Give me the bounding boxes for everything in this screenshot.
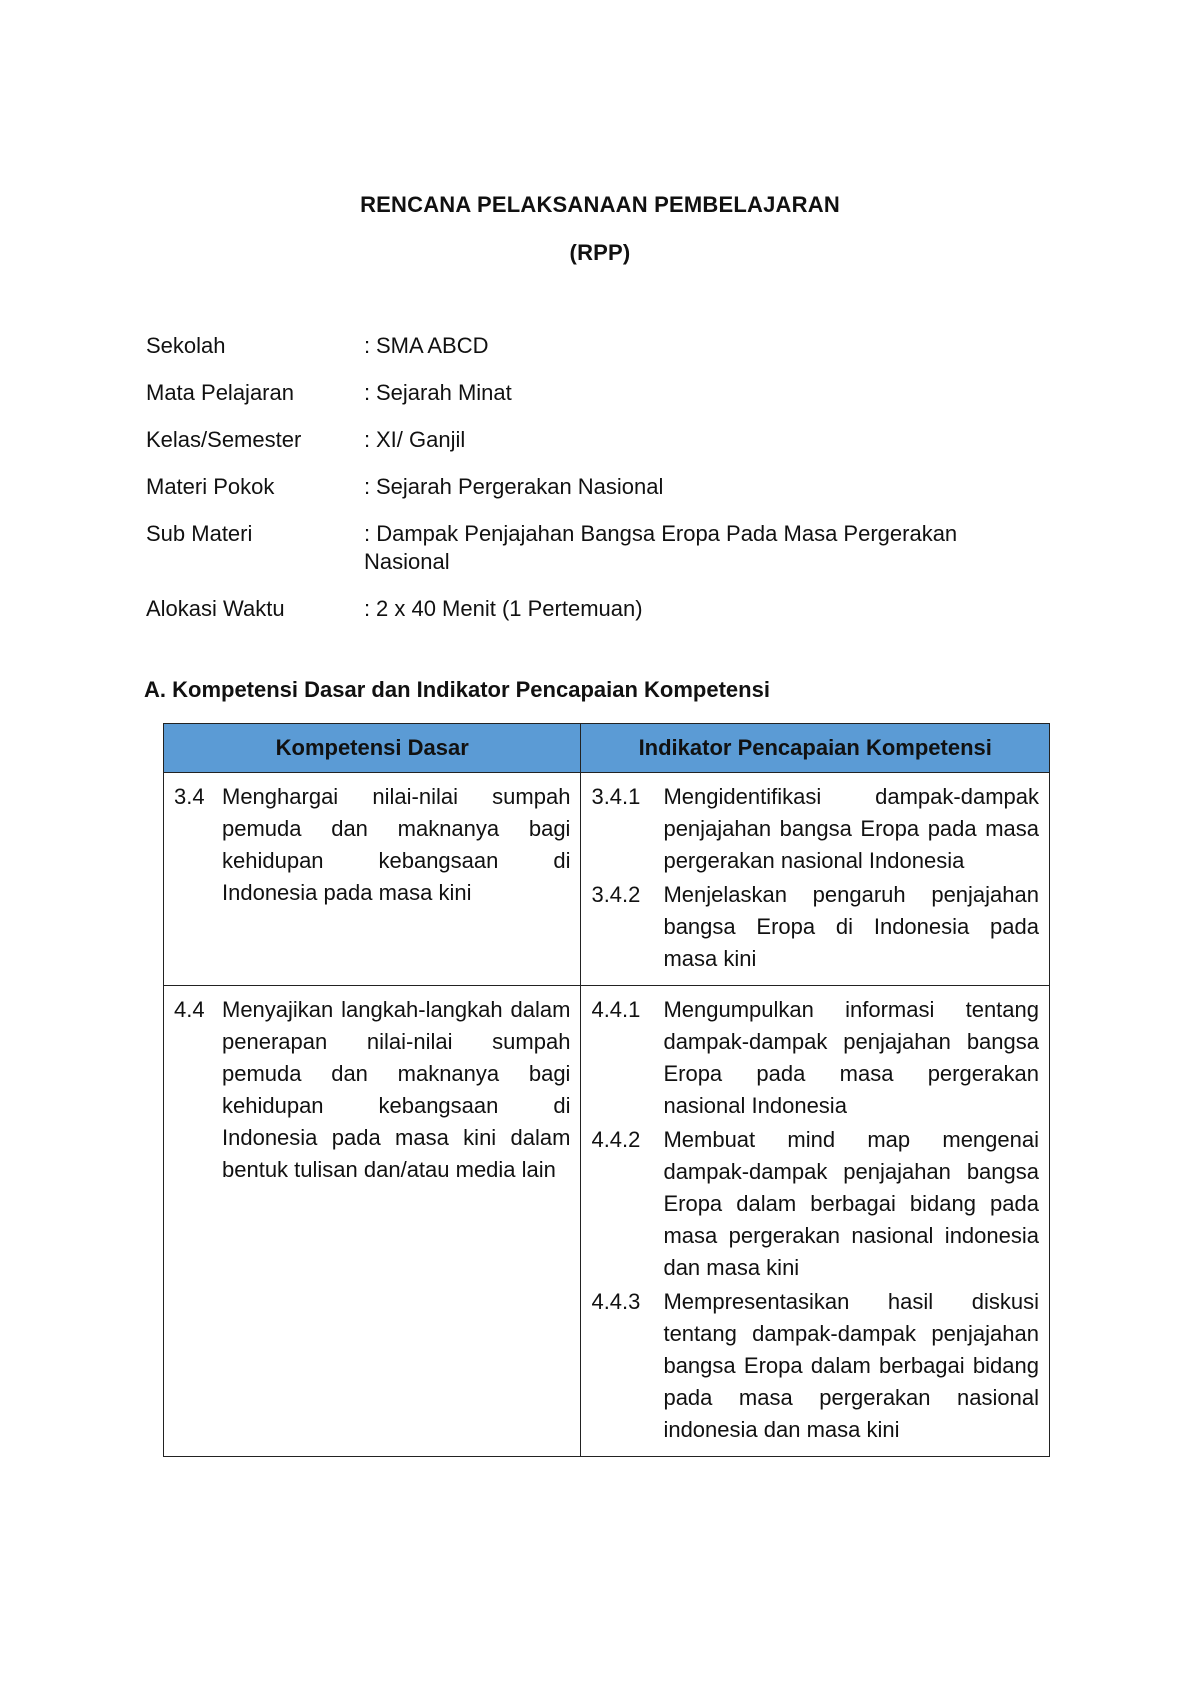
identity-value: SMA ABCD	[376, 333, 489, 358]
indicator-text: Mengumpulkan informasi tentang dampak-dampak penjajahan bangsa Eropa pada masa pergerakan nasional Indonesia	[663, 997, 1039, 1118]
identity-value: Dampak Penjajahan Bangsa Eropa Pada Masa Pergerakan Nasional	[364, 521, 958, 574]
identity-value: XI/ Ganjil	[376, 427, 466, 452]
kd-cell	[164, 773, 581, 986]
identity-label: Alokasi Waktu	[146, 596, 285, 621]
indicator-number: 3.4.1	[591, 784, 641, 809]
identity-block	[146, 332, 1046, 642]
indicator-number: 4.4.1	[591, 997, 641, 1022]
indicator-cell	[581, 986, 1050, 1457]
indicator-item	[591, 1124, 1039, 1284]
indicator-number: 3.4.2	[591, 882, 641, 907]
indicator-number: 4.4.2	[591, 1127, 641, 1152]
indicator-text: Mempresentasikan hasil diskusi tentang dampak-dampak penjajahan bangsa Eropa dalam berbagai bidang pada masa pergerakan nasional indonesia dan masa kini	[663, 1289, 1039, 1442]
table-row	[164, 773, 1050, 986]
kd-item	[174, 781, 570, 909]
indicator-text: Membuat mind map mengenai dampak-dampak penjajahan bangsa Eropa dalam berbagai bidang pada masa pergerakan nasional indonesia dan masa kini	[663, 1127, 1039, 1280]
kd-cell	[164, 986, 581, 1457]
identity-label: Materi Pokok	[146, 474, 275, 499]
document-subtitle: (RPP)	[569, 240, 631, 265]
kd-text: Menghargai nilai-nilai sumpah pemuda dan maknanya bagi kehidupan kebangsaan di Indonesia pada masa kini	[222, 784, 571, 905]
kd-item	[174, 994, 570, 1186]
identity-row-sekolah: Sekolah : SMA ABCD	[146, 333, 489, 358]
competency-table	[163, 723, 1050, 1457]
section-a-heading: A. Kompetensi Dasar dan Indikator Pencapaian Kompetensi	[144, 677, 770, 702]
indicator-cell	[581, 773, 1050, 986]
column-header-indikator: Indikator Pencapaian Kompetensi	[581, 724, 1050, 773]
identity-label: Kelas/Semester	[146, 427, 302, 452]
identity-row-sub-materi: Sub Materi : Dampak Penjajahan Bangsa Eropa Pada Masa Pergerakan Nasional	[146, 521, 958, 574]
table-row	[164, 986, 1050, 1457]
identity-value: 2 x 40 Menit (1 Pertemuan)	[376, 596, 643, 621]
indicator-text: Menjelaskan pengaruh penjajahan bangsa Eropa di Indonesia pada masa kini	[663, 882, 1039, 971]
identity-label: Mata Pelajaran	[146, 380, 294, 405]
document-title: RENCANA PELAKSANAAN PEMBELAJARAN	[360, 192, 840, 217]
indicator-number: 4.4.3	[591, 1289, 641, 1314]
kd-number: 4.4	[174, 997, 205, 1022]
identity-row-kelas-semester: Kelas/Semester : XI/ Ganjil	[146, 427, 466, 452]
kd-text: Menyajikan langkah-langkah dalam penerapan nilai-nilai sumpah pemuda dan maknanya bagi kehidupan kebangsaan di Indonesia pada masa kini dalam bentuk tulisan dan/atau media lain	[222, 997, 571, 1182]
identity-value: Sejarah Pergerakan Nasional	[376, 474, 664, 499]
identity-row-mata-pelajaran: Mata Pelajaran : Sejarah Minat	[146, 380, 512, 405]
identity-value: Sejarah Minat	[376, 380, 512, 405]
identity-label: Sekolah	[146, 333, 226, 358]
identity-label: Sub Materi	[146, 521, 253, 546]
kd-number: 3.4	[174, 784, 205, 809]
table-header-row	[164, 724, 1050, 773]
column-header-kompetensi-dasar: Kompetensi Dasar	[164, 724, 581, 773]
indicator-item	[591, 1286, 1039, 1446]
identity-row-alokasi-waktu: Alokasi Waktu : 2 x 40 Menit (1 Pertemuan)	[146, 596, 643, 621]
indicator-text: Mengidentifikasi dampak-dampak penjajahan bangsa Eropa pada masa pergerakan nasional Indonesia	[663, 784, 1039, 873]
indicator-item	[591, 994, 1039, 1122]
indicator-item	[591, 781, 1039, 877]
indicator-item	[591, 879, 1039, 975]
identity-row-materi-pokok: Materi Pokok : Sejarah Pergerakan Nasional	[146, 474, 664, 499]
